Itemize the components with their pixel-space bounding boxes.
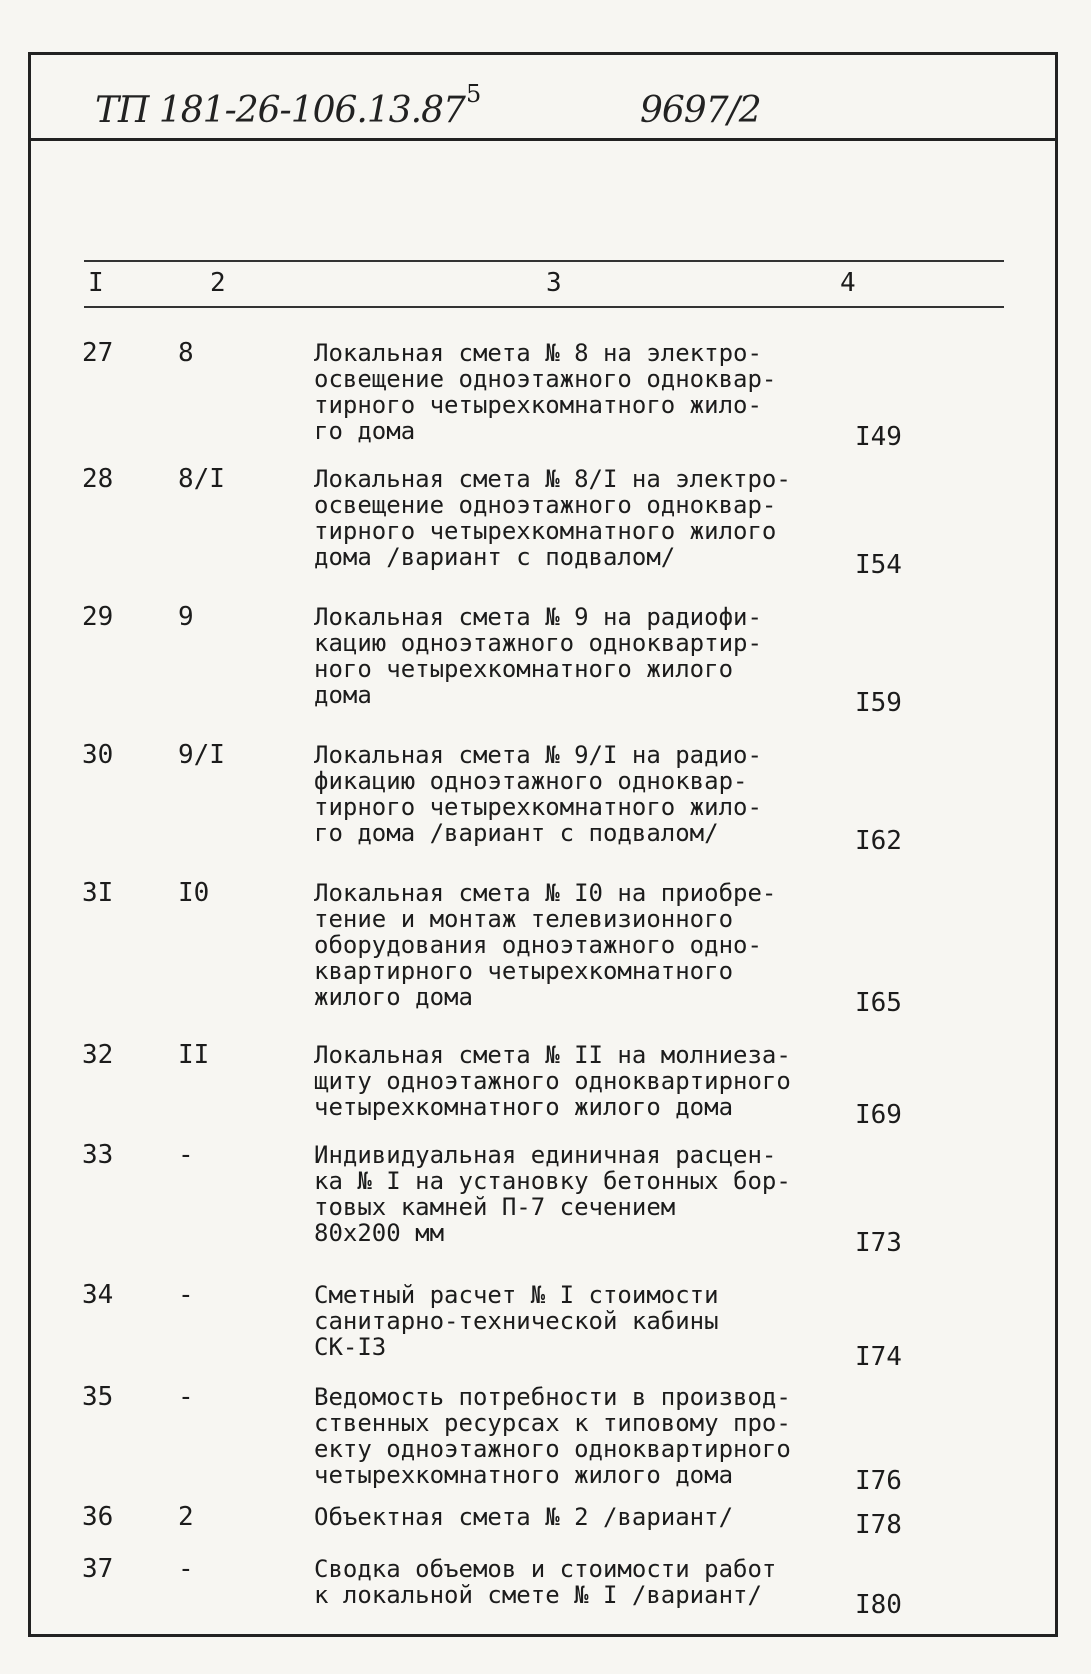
item-description: Сметный расчет № I стоимости санитарно-технической кабины СК-I3	[314, 1281, 719, 1361]
column-header-1: I	[88, 268, 104, 298]
item-description: Локальная смета № II на молниеза- щиту одноэтажного одноквартирного четырехкомнатного жилого дома	[314, 1041, 791, 1121]
item-description: Локальная смета № I0 на приобре- тение и монтаж телевизионного оборудования одноэтажного одно- квартирного четырехкомнатного жилого дома	[314, 879, 777, 1011]
page-number: 5	[466, 80, 482, 108]
estimate-number: 2	[178, 1502, 194, 1532]
row-number: 27	[82, 338, 114, 368]
row-number: 36	[82, 1502, 114, 1532]
item-description: Локальная смета № 8 на электро- освещение одноэтажного одноквар- тирного четырехкомнатного жило- го дома	[314, 339, 777, 445]
table-header-rule	[84, 306, 1004, 308]
column-header-4: 4	[840, 268, 856, 298]
page-ref: I73	[855, 1228, 902, 1258]
estimate-number: -	[178, 1140, 194, 1170]
item-description: Локальная смета № 8/I на электро- освещение одноэтажного одноквар- тирного четырехкомнатного жилого дома /вариант с подвалом/	[314, 465, 791, 571]
estimate-number: 8	[178, 338, 194, 368]
row-number: 30	[82, 740, 114, 770]
row-number: 3I	[82, 878, 114, 908]
page-ref: I59	[855, 688, 902, 718]
item-description: Сводка объемов и стоимости работ к локальной смете № I /вариант/	[314, 1555, 777, 1609]
estimate-number: II	[178, 1040, 210, 1070]
row-number: 28	[82, 464, 114, 494]
page-ref: I80	[855, 1590, 902, 1620]
item-description: Ведомость потребности в производ- ственных ресурсах к типовому про- екту одноэтажного одноквартирного четырехкомнатного жилого дома	[314, 1383, 791, 1489]
item-description: Локальная смета № 9 на радиофи- кацию одноэтажного одноквартир- ного четырехкомнатного жилого дома	[314, 603, 762, 709]
column-header-3: 3	[546, 268, 562, 298]
estimate-number: -	[178, 1382, 194, 1412]
row-number: 37	[82, 1554, 114, 1584]
title-block-rule	[28, 138, 1058, 141]
page-ref: I62	[855, 826, 902, 856]
row-number: 33	[82, 1140, 114, 1170]
estimate-number: -	[178, 1554, 194, 1584]
document-code: ТП 181-26-106.13.87	[95, 90, 465, 131]
sheet-code: 9697/2	[640, 90, 761, 131]
estimate-number: -	[178, 1280, 194, 1310]
estimate-number: 9/I	[178, 740, 225, 770]
column-header-2: 2	[210, 268, 226, 298]
row-number: 34	[82, 1280, 114, 1310]
estimate-number: I0	[178, 878, 210, 908]
page-ref: I78	[855, 1510, 902, 1540]
item-description: Локальная смета № 9/I на радио- фикацию одноэтажного одноквар- тирного четырехкомнатного жило- го дома /вариант с подвалом/	[314, 741, 762, 847]
table-top-rule	[84, 260, 1004, 262]
item-description: Индивидуальная единичная расцен- ка № I на установку бетонных бор- товых камней П-7 сечением 80х200 мм	[314, 1141, 791, 1247]
row-number: 29	[82, 602, 114, 632]
row-number: 35	[82, 1382, 114, 1412]
page-ref: I76	[855, 1466, 902, 1496]
item-description: Объектная смета № 2 /вариант/	[314, 1503, 734, 1531]
estimate-number: 8/I	[178, 464, 225, 494]
row-number: 32	[82, 1040, 114, 1070]
estimate-number: 9	[178, 602, 194, 632]
page-ref: I54	[855, 550, 902, 580]
page-ref: I49	[855, 422, 902, 452]
page-ref: I69	[855, 1100, 902, 1130]
page-ref: I74	[855, 1342, 902, 1372]
page-ref: I65	[855, 988, 902, 1018]
